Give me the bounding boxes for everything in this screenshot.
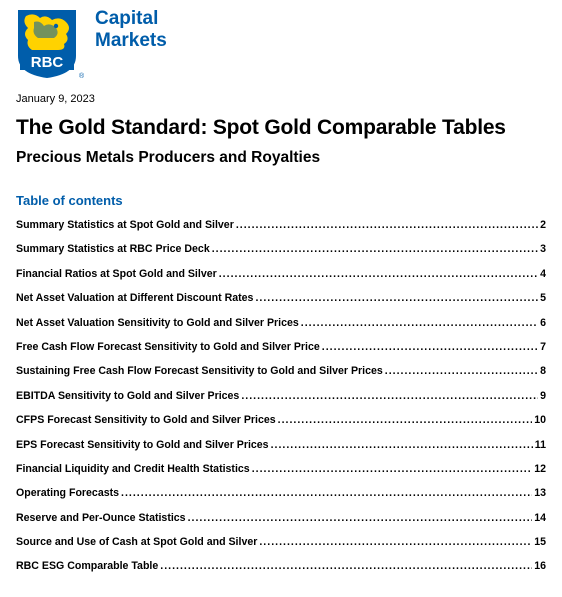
toc-dot-leader <box>259 536 532 548</box>
toc-entry-page-number: 15 <box>534 536 546 549</box>
toc-entry-label: CFPS Forecast Sensitivity to Gold and Silver Prices <box>16 414 276 427</box>
toc-entry-label: Reserve and Per-Ounce Statistics <box>16 511 186 524</box>
rbc-logo-text: RBC <box>30 54 64 71</box>
table-of-contents <box>16 219 546 585</box>
toc-dot-leader <box>241 390 538 402</box>
toc-entry-label: Net Asset Valuation Sensitivity to Gold and Silver Prices <box>16 316 299 329</box>
toc-entry[interactable] <box>16 243 546 267</box>
toc-entry[interactable] <box>16 268 546 292</box>
rbc-logo <box>16 8 84 80</box>
toc-entry[interactable] <box>16 512 546 536</box>
toc-entry-label: Operating Forecasts <box>16 487 120 500</box>
brand-line-markets: Markets <box>95 30 167 51</box>
toc-dot-leader <box>385 365 538 377</box>
toc-entry[interactable] <box>16 560 546 584</box>
toc-dot-leader <box>188 512 533 524</box>
toc-entry-label: Financial Liquidity and Credit Health Statistics <box>16 462 250 475</box>
toc-entry-label: Summary Statistics at Spot Gold and Silver <box>16 219 234 231</box>
toc-entry-page-number: 16 <box>534 560 546 573</box>
toc-entry-page-number: 13 <box>534 487 546 500</box>
toc-entry-label: Net Asset Valuation at Different Discount Rates <box>16 292 254 305</box>
page-subtitle: Precious Metals Producers and Royalties <box>16 149 321 166</box>
toc-dot-leader <box>236 219 538 231</box>
toc-dot-leader <box>212 243 538 255</box>
toc-entry-page-number: 7 <box>540 340 546 353</box>
toc-entry-page-number: 11 <box>534 438 546 451</box>
toc-dot-leader <box>160 560 532 572</box>
toc-entry-page-number: 4 <box>540 267 546 280</box>
toc-entry[interactable] <box>16 390 546 414</box>
toc-entry[interactable] <box>16 487 546 511</box>
registered-mark: ® <box>79 73 84 80</box>
toc-entry[interactable] <box>16 439 546 463</box>
brand-name <box>95 8 167 52</box>
toc-entry-page-number: 3 <box>540 243 546 256</box>
toc-dot-leader <box>322 341 538 353</box>
toc-dot-leader <box>255 292 538 304</box>
toc-entry-page-number: 2 <box>540 219 546 231</box>
toc-entry-page-number: 14 <box>534 511 546 524</box>
toc-entry[interactable] <box>16 219 546 243</box>
toc-dot-leader <box>271 439 533 451</box>
toc-entry-page-number: 6 <box>540 316 546 329</box>
toc-entry[interactable] <box>16 365 546 389</box>
toc-entry-label: Financial Ratios at Spot Gold and Silver <box>16 267 217 280</box>
rbc-lion-shield-icon <box>16 8 84 80</box>
toc-dot-leader <box>278 414 533 426</box>
toc-entry-label: Sustaining Free Cash Flow Forecast Sensitivity to Gold and Silver Prices <box>16 365 383 378</box>
toc-entry[interactable] <box>16 536 546 560</box>
toc-entry-label: Source and Use of Cash at Spot Gold and Silver <box>16 536 258 549</box>
toc-entry-page-number: 5 <box>540 292 546 305</box>
toc-entry-page-number: 10 <box>534 414 546 427</box>
toc-heading: Table of contents <box>16 193 123 208</box>
toc-entry-page-number: 9 <box>540 389 546 402</box>
toc-entry-label: Summary Statistics at RBC Price Deck <box>16 243 210 256</box>
toc-dot-leader <box>301 317 538 329</box>
toc-entry-label: RBC ESG Comparable Table <box>16 560 159 573</box>
toc-entry-label: Free Cash Flow Forecast Sensitivity to Gold and Silver Price <box>16 340 320 353</box>
toc-entry[interactable] <box>16 341 546 365</box>
toc-entry[interactable] <box>16 463 546 487</box>
toc-entry-label: EBITDA Sensitivity to Gold and Silver Prices <box>16 389 240 402</box>
brand-line-capital: Capital <box>95 8 159 29</box>
toc-entry-page-number: 12 <box>534 462 546 475</box>
toc-entry[interactable] <box>16 317 546 341</box>
toc-entry-page-number: 8 <box>540 365 546 378</box>
page-title: The Gold Standard: Spot Gold Comparable Tables <box>16 116 506 139</box>
toc-entry-label: EPS Forecast Sensitivity to Gold and Silver Prices <box>16 438 269 451</box>
toc-entry[interactable] <box>16 292 546 316</box>
toc-dot-leader <box>121 487 532 499</box>
toc-dot-leader <box>219 268 538 280</box>
toc-entry[interactable] <box>16 414 546 438</box>
document-date: January 9, 2023 <box>16 93 95 105</box>
toc-dot-leader <box>252 463 533 475</box>
